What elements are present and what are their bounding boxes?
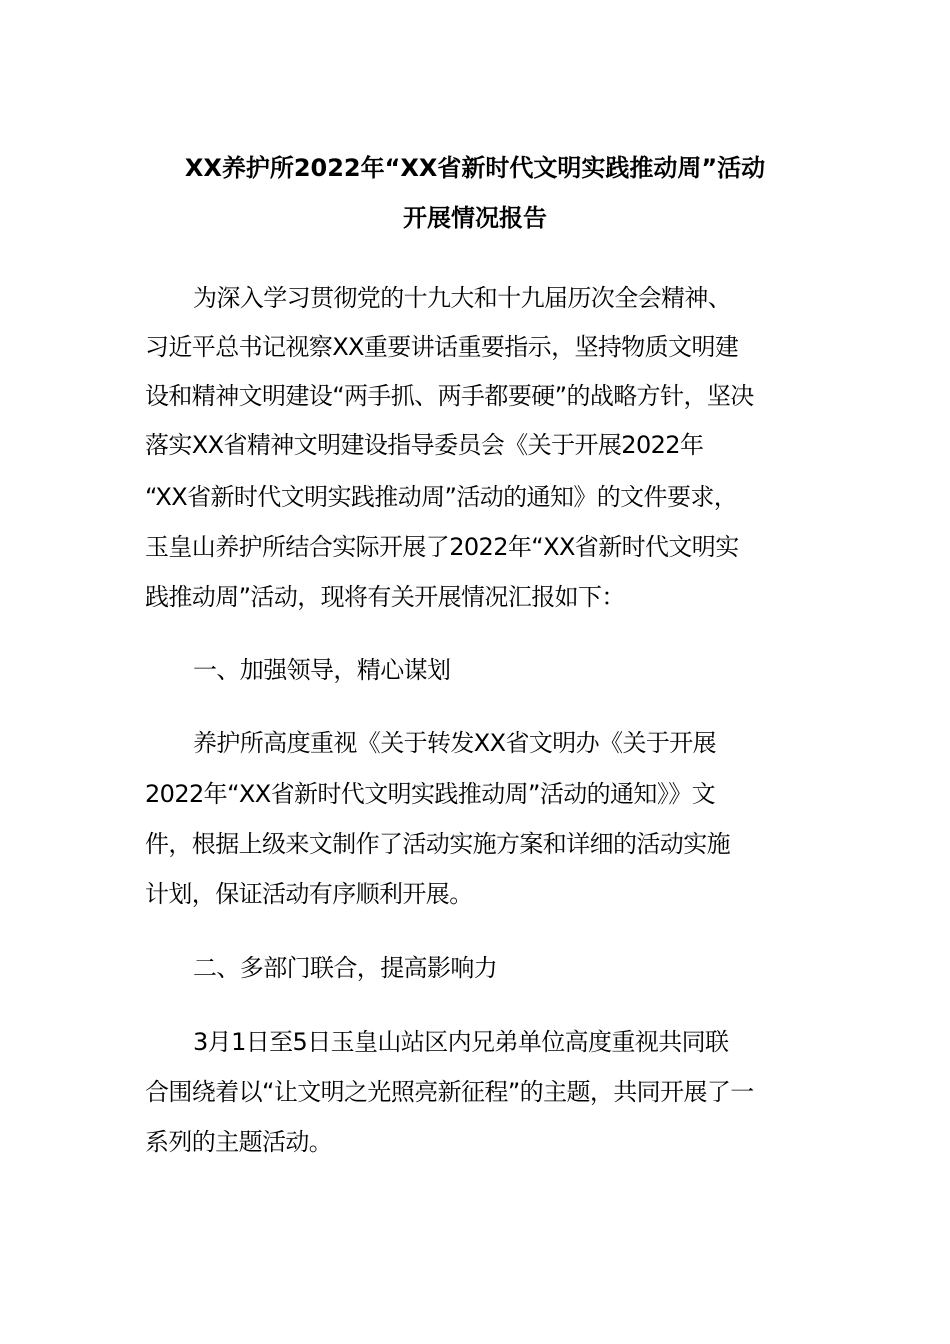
document-title-line-1: XX养护所2022年“XX省新时代文明实践推动周”活动 — [184, 154, 766, 182]
text-line: 件，根据上级来文制作了活动实施方案和详细的活动实施 — [145, 830, 730, 858]
text-line: 玉皇山养护所结合实际开展了2022年“XX省新时代文明实 — [145, 533, 739, 561]
text-line: 为深入学习贯彻党的十九大和十九届历次全会精神、 — [193, 284, 732, 312]
text-line: 养护所高度重视《关于转发XX省文明办《关于开展 — [193, 729, 717, 757]
text-line: 3月1日至5日玉皇山站区内兄弟单位高度重视共同联 — [193, 1028, 729, 1056]
text-line: 计划，保证活动有序顺利开展。 — [145, 880, 473, 908]
text-line: 习近平总书记视察XX重要讲话重要指示，坚持物质文明建 — [145, 333, 739, 361]
text-line: 设和精神文明建设“两手抓、两手都要硬”的战略方针，坚决 — [145, 382, 754, 410]
text-line: 践推动周”活动，现将有关开展情况汇报如下： — [145, 583, 625, 611]
text-line: 系列的主题活动。 — [145, 1128, 333, 1156]
document-title-line-2: 开展情况报告 — [403, 204, 547, 232]
section-heading-1: 一、加强领导，精心谋划 — [193, 656, 451, 684]
text-line: 2022年“XX省新时代文明实践推动周”活动的通知》》文 — [145, 780, 716, 808]
text-line: “XX省新时代文明实践推动周”活动的通知》的文件要求， — [145, 483, 738, 511]
text-line: 合围绕着以“让文明之光照亮新征程”的主题，共同开展了一 — [145, 1078, 754, 1106]
section-heading-2: 二、多部门联合，提高影响力 — [193, 954, 498, 982]
text-line: 落实XX省精神文明建设指导委员会《关于开展2022年 — [145, 431, 704, 459]
